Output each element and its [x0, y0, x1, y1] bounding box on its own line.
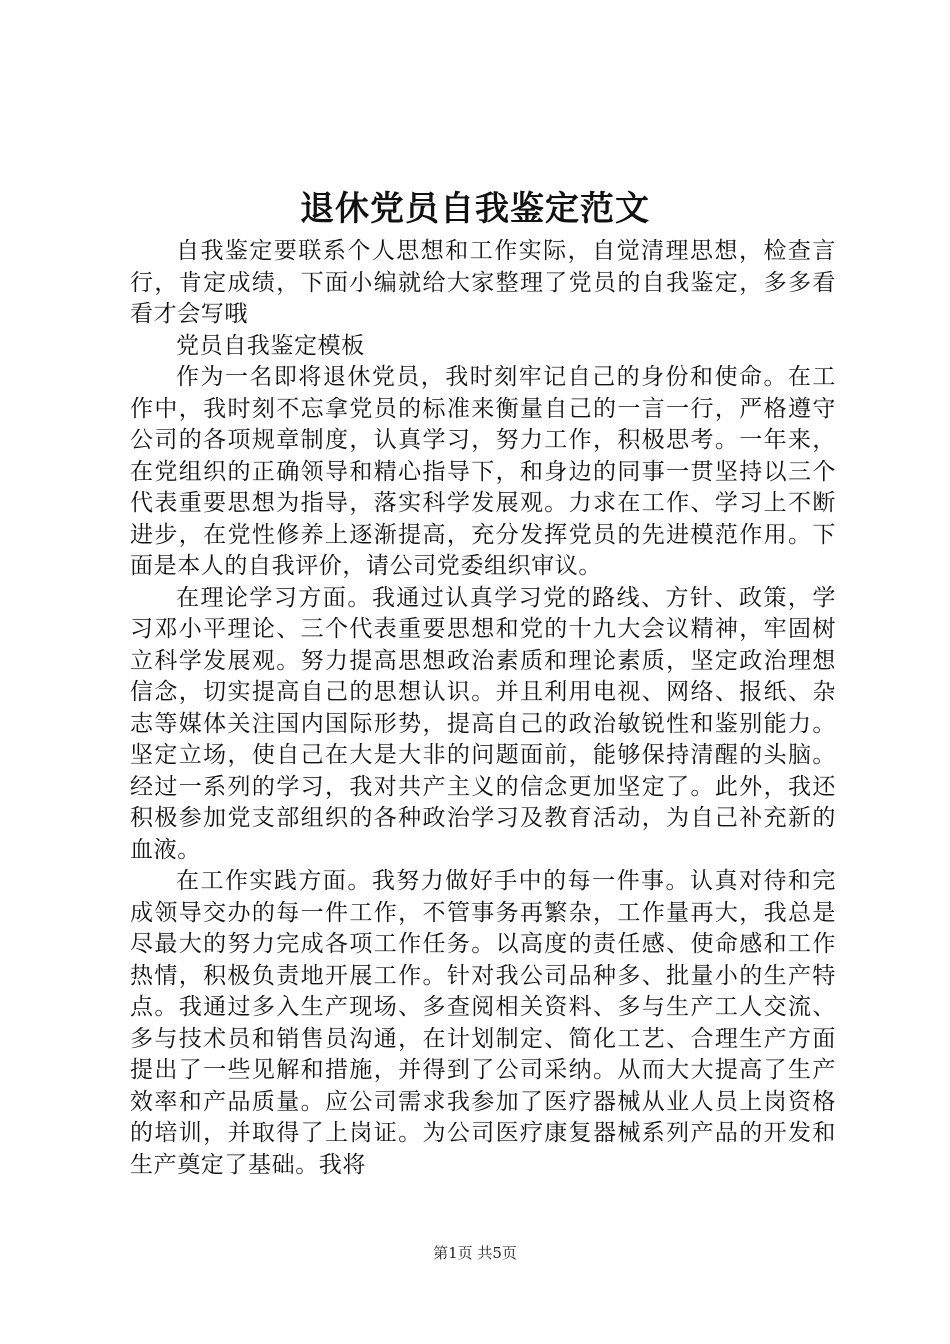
body-paragraph: 在理论学习方面。我通过认真学习党的路线、方针、政策，学习邓小平理论、三个代表重要思想和党的十九大会议精神，牢固树立科学发展观。努力提高思想政治素质和理论素质，坚定政治理想信念，切实提高自己的思想认识。并且利用电视、网络、报纸、杂志等媒体关注国内国际形势，提高自己的政治敏锐性和鉴别能力。坚定立场，使自己在大是大非的问题面前，能够保持清醒的头脑。经过一系列的学习，我对共产主义的信念更加坚定了。此外，我还积极参加党支部组织的各种政治学习及教育活动，为自己补充新的血液。: [130, 584, 836, 863]
intro-paragraph: 自我鉴定要联系个人思想和工作实际，自觉清理思想，检查言行，肯定成绩，下面小编就给大家整理了党员的自我鉴定，多多看看才会写哦: [130, 238, 836, 327]
body-paragraph: 在工作实践方面。我努力做好手中的每一件事。认真对待和完成领导交办的每一件工作，不管事务再繁杂，工作量再大，我总是尽最大的努力完成各项工作任务。以高度的责任感、使命感和工作热情，积极负责地开展工作。针对我公司品种多、批量小的生产特点。我通过多入生产现场、多查阅相关资料、多与生产工人交流、多与技术员和销售员沟通，在计划制定、简化工艺、合理生产方面提出了一些见解和措施，并得到了公司采纳。从而大大提高了生产效率和产品质量。应公司需求我参加了医疗器械从业人员上岗资格的培训，并取得了上岗证。为公司医疗康复器械系列产品的开发和生产奠定了基础。我将: [130, 868, 836, 1178]
document-body: [130, 236, 836, 1181]
page-footer: 第1页 共5页: [433, 1244, 517, 1262]
body-paragraph: 作为一名即将退休党员，我时刻牢记自己的身份和使命。在工作中，我时刻不忘拿党员的标准来衡量自己的一言一行，严格遵守公司的各项规章制度，认真学习，努力工作，积极思考。一年来，在党组织的正确领导和精心指导下，和身边的同事一贯坚持以三个代表重要思想为指导，落实科学发展观。力求在工作、学习上不断进步，在党性修养上逐渐提高，充分发挥党员的先进模范作用。下面是本人的自我评价，请公司党委组织审议。: [130, 364, 836, 579]
document-title: 退休党员自我鉴定范文: [300, 189, 650, 229]
section-heading: 党员自我鉴定模板: [176, 332, 365, 359]
